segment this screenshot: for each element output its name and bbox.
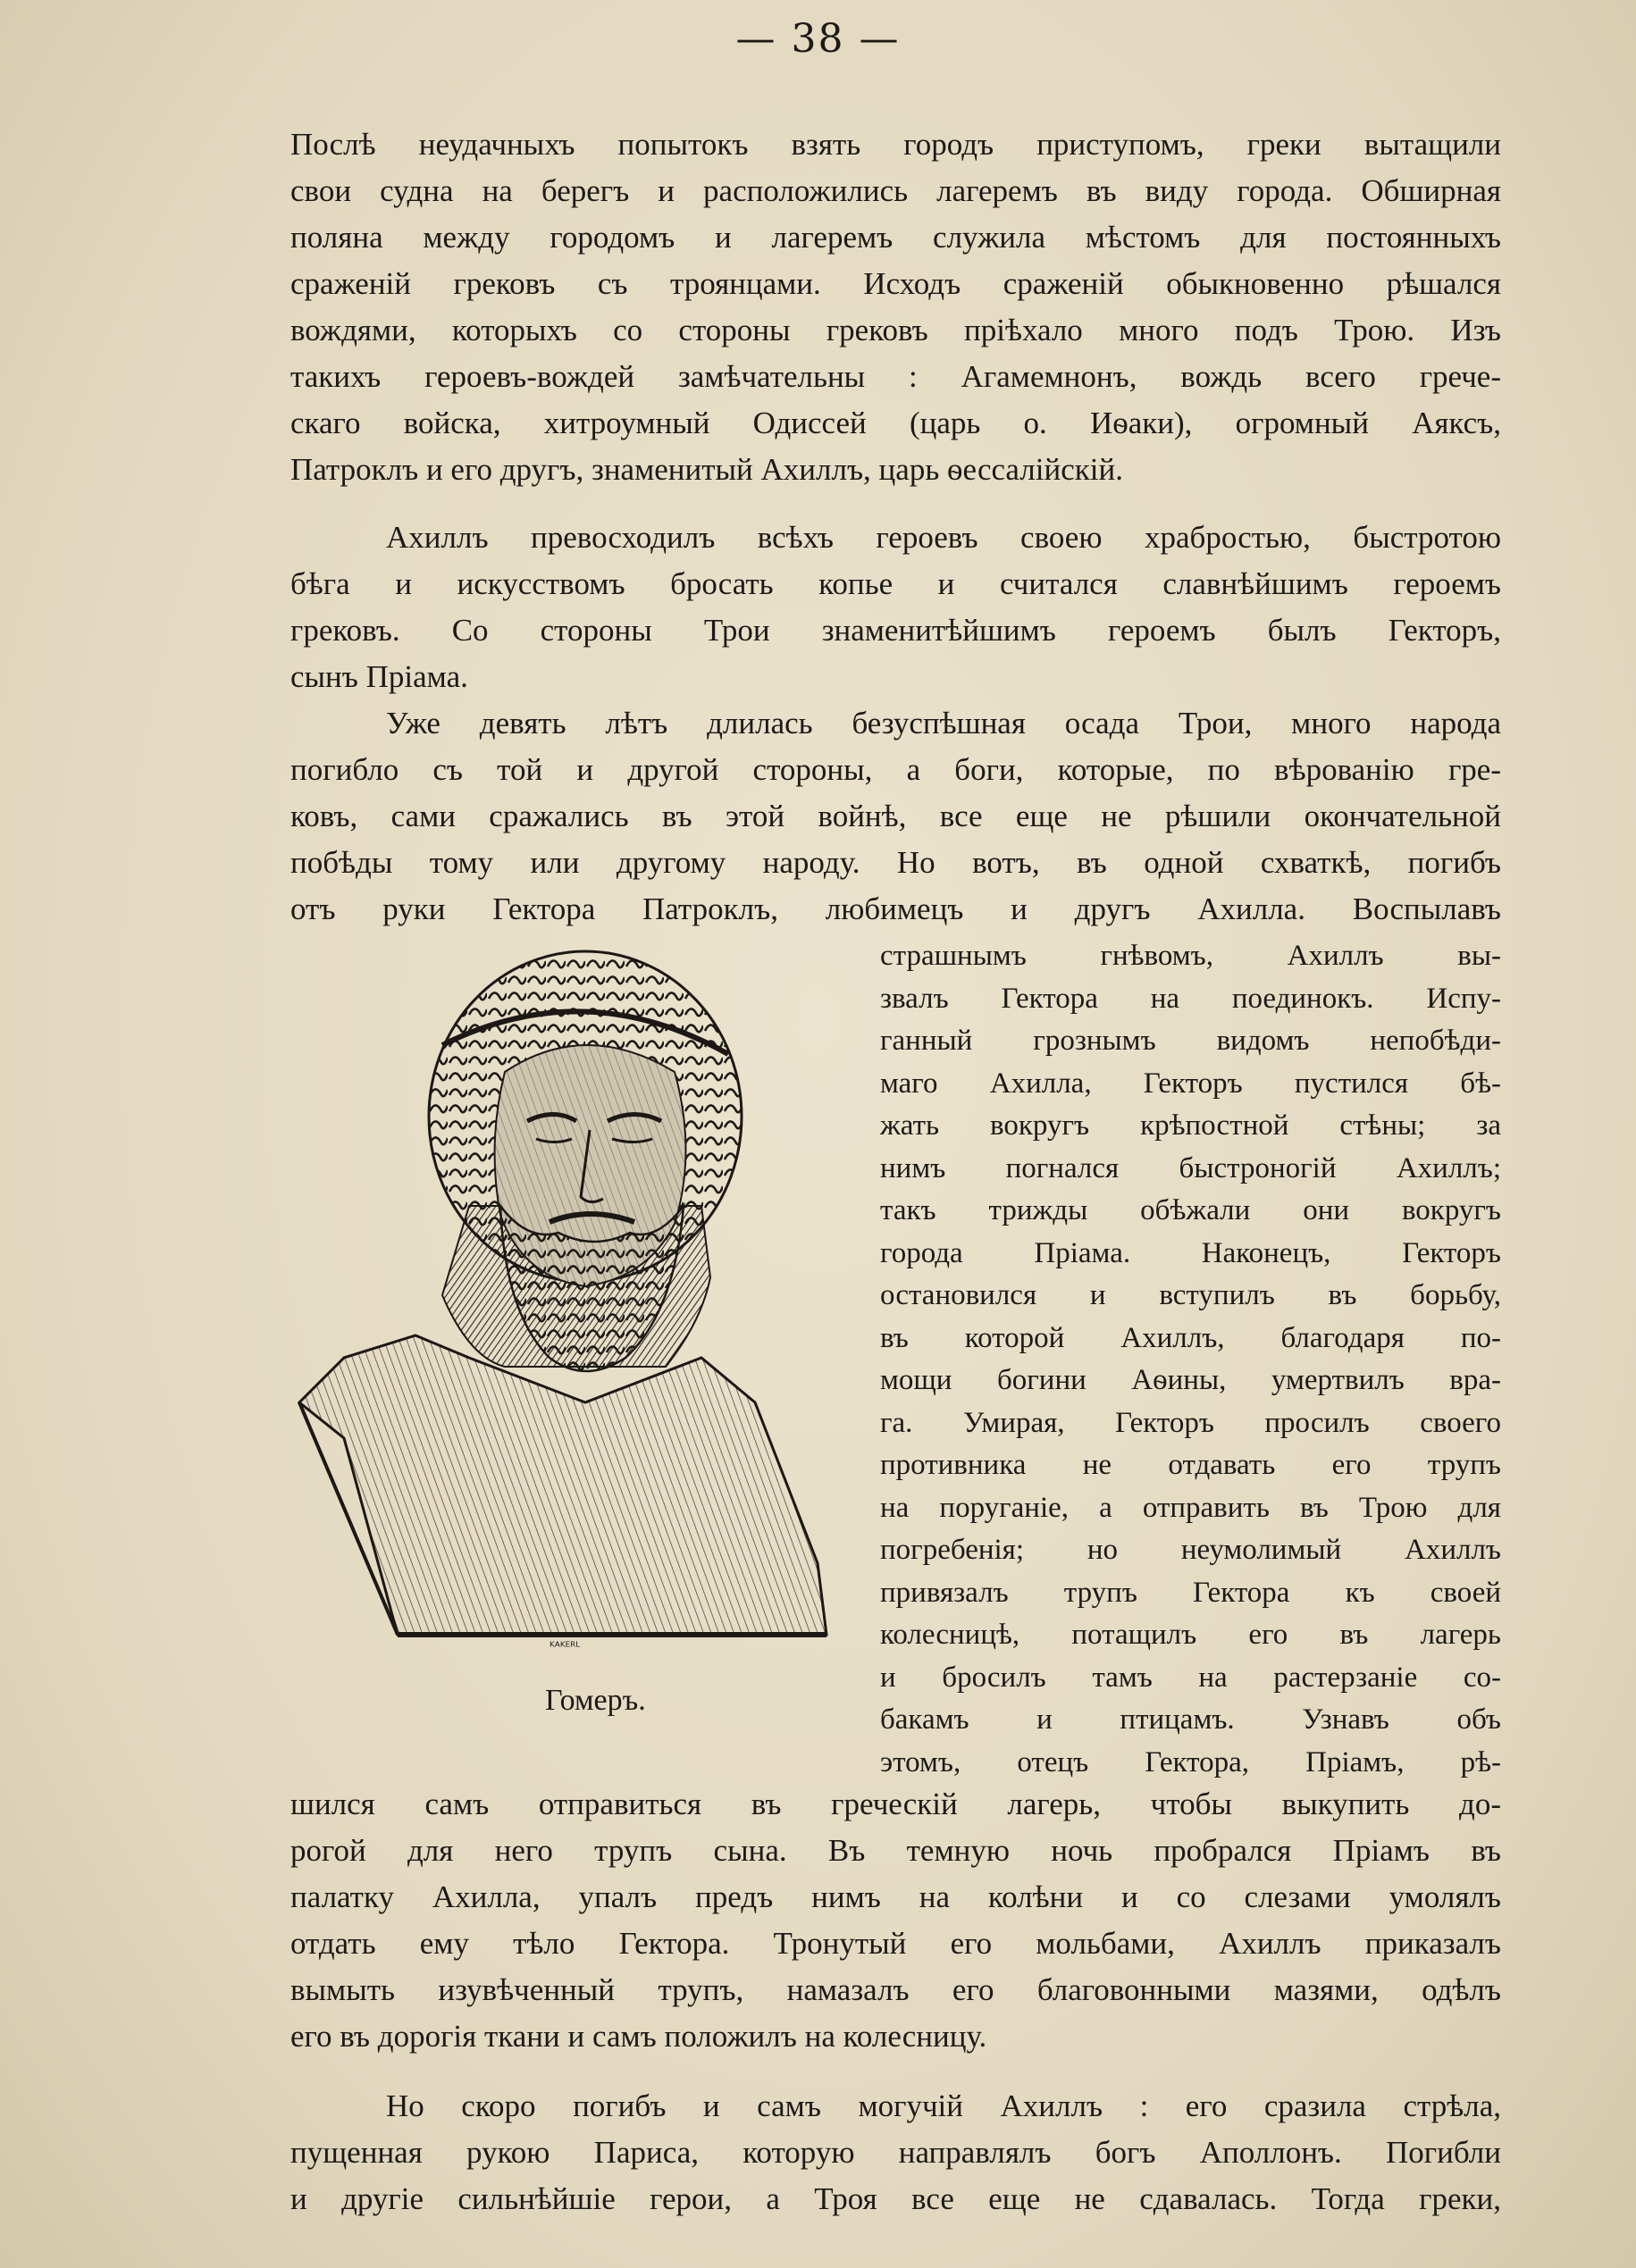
text-line: палатку Ахилла, упалъ предъ нимъ на колѣни и со слезами умолялъ bbox=[290, 1879, 1501, 1914]
text-line: жать вокругъ крѣпостной стѣны; за bbox=[880, 1109, 1501, 1142]
text-line: привязалъ трупъ Гектора къ своей bbox=[880, 1577, 1501, 1609]
text-line: ганный грознымъ видомъ непобѣди- bbox=[880, 1025, 1501, 1057]
text-line: такъ трижды обѣжали они вокругъ bbox=[880, 1194, 1501, 1226]
text-line: погибло съ той и другой стороны, а боги, которые, по вѣрованію гре- bbox=[290, 752, 1501, 787]
text-line: отдать ему тѣло Гектора. Тронутый его мольбами, Ахиллъ приказалъ bbox=[290, 1926, 1501, 1961]
homer-bust-illustration bbox=[290, 938, 853, 1653]
text-line: Ахиллъ превосходилъ всѣхъ героевъ своею храбростью, быстротою bbox=[386, 520, 1501, 555]
text-line: города Пріама. Наконецъ, Гекторъ bbox=[880, 1237, 1501, 1269]
text-line: скаго войска, хитроумный Одиссей (царь о. Иѳаки), огромный Аяксъ, bbox=[290, 406, 1501, 440]
text-line: Патроклъ и его другъ, знаменитый Ахиллъ, царь ѳессалійскій. bbox=[290, 452, 1123, 487]
text-line: поляна между городомъ и лагеремъ служила мѣстомъ для постоянныхъ bbox=[290, 220, 1501, 255]
text-line: звалъ Гектора на поединокъ. Испу- bbox=[880, 983, 1501, 1015]
text-line: Послѣ неудачныхъ попытокъ взять городъ приступомъ, греки вытащили bbox=[290, 127, 1501, 162]
text-line: сынъ Пріама. bbox=[290, 659, 468, 694]
text-line: вождями, которыхъ со стороны грековъ пріѣхало много подъ Трою. Изъ bbox=[290, 313, 1501, 347]
text-line: Но скоро погибъ и самъ могучій Ахиллъ : его сразила стрѣла, bbox=[386, 2088, 1501, 2123]
text-line: этомъ, отецъ Гектора, Пріамъ, рѣ- bbox=[880, 1746, 1501, 1778]
text-line: страшнымъ гнѣвомъ, Ахиллъ вы- bbox=[880, 940, 1501, 972]
text-line: въ которой Ахиллъ, благодаря по- bbox=[880, 1322, 1501, 1354]
text-line: пущенная рукою Париса, которую направлялъ богъ Аполлонъ. Погибли bbox=[290, 2135, 1501, 2170]
text-line: побѣды тому или другому народу. Но вотъ, въ одной схваткѣ, погибъ bbox=[290, 845, 1501, 880]
text-line: свои судна на берегъ и расположились лагеремъ въ виду города. Обширная bbox=[290, 173, 1501, 208]
text-line: такихъ героевъ-вождей замѣчательны : Агамемнонъ, вождь всего грече- bbox=[290, 359, 1501, 394]
text-line: колесницѣ, потащилъ его въ лагерь bbox=[880, 1619, 1501, 1651]
text-line: погребенія; но неумолимый Ахиллъ bbox=[880, 1534, 1501, 1566]
page-number: — 38 — bbox=[735, 16, 901, 62]
text-line: на поруганіе, а отправить въ Трою для bbox=[880, 1492, 1501, 1524]
engraver-signature: ᴷᴬᴷᴱᴿᴸ bbox=[550, 1640, 581, 1653]
text-line: вымыть изувѣченный трупъ, намазалъ его благовонными мазями, одѣлъ bbox=[290, 1972, 1501, 2007]
text-line: рогой для него трупъ сына. Въ темную ночь пробрался Пріамъ въ bbox=[290, 1833, 1501, 1868]
text-line: бѣга и искусствомъ бросать копье и считался славнѣйшимъ героемъ bbox=[290, 566, 1501, 601]
text-line: нимъ погнался быстроногій Ахиллъ; bbox=[880, 1152, 1501, 1184]
text-line: и другіе сильнѣйшіе герои, а Троя все еще не сдавалась. Тогда греки, bbox=[290, 2181, 1501, 2216]
text-line: остановился и вступилъ въ борьбу, bbox=[880, 1279, 1501, 1311]
text-line: отъ руки Гектора Патроклъ, любимецъ и другъ Ахилла. Воспылавъ bbox=[290, 891, 1501, 926]
text-line: га. Умирая, Гекторъ просилъ своего bbox=[880, 1407, 1501, 1439]
text-line: ковъ, сами сражались въ этой войнѣ, все еще не рѣшили окончательной bbox=[290, 799, 1501, 833]
text-line: маго Ахилла, Гекторъ пустился бѣ- bbox=[880, 1067, 1501, 1100]
text-line: грековъ. Со стороны Трои знаменитѣйшимъ героемъ былъ Гекторъ, bbox=[290, 613, 1501, 648]
bust-engraving bbox=[290, 938, 853, 1653]
text-line: бакамъ и птицамъ. Узнавъ объ bbox=[880, 1703, 1501, 1736]
figure-caption: Гомеръ. bbox=[545, 1684, 646, 1717]
text-line: Уже девять лѣтъ длилась безуспѣшная осада Трои, много народа bbox=[386, 706, 1501, 741]
text-line: сраженій грековъ съ троянцами. Исходъ сраженій обыкновенно рѣшался bbox=[290, 266, 1501, 301]
text-line: шился самъ отправиться въ греческій лагерь, чтобы выкупить до- bbox=[290, 1787, 1501, 1821]
text-line: противника не отдавать его трупъ bbox=[880, 1449, 1501, 1481]
text-line: его въ дорогія ткани и самъ положилъ на колесницу. bbox=[290, 2019, 987, 2054]
text-line: мощи богини Аѳины, умертвилъ вра- bbox=[880, 1364, 1501, 1396]
text-line: и бросилъ тамъ на растерзаніе со- bbox=[880, 1661, 1501, 1694]
